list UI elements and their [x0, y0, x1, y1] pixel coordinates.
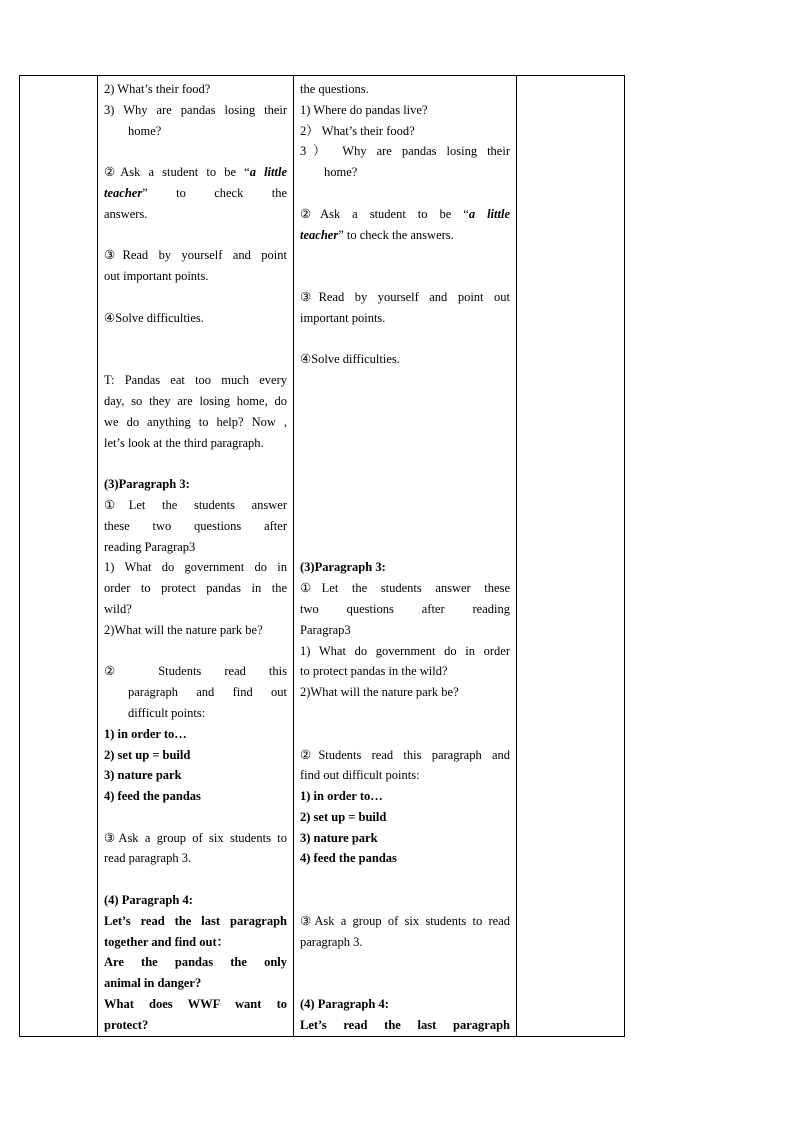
- text-line: these two questions after: [104, 518, 287, 533]
- text-line: ② Students read this: [104, 664, 287, 679]
- text-line: 2)What will the nature park be?: [104, 622, 263, 637]
- text-line: [300, 225, 510, 246]
- text-line: [300, 204, 510, 225]
- text-line: 1) Where do pandas live?: [300, 102, 428, 117]
- student-activity-cell: [294, 76, 517, 1037]
- text-line: ③Read by yourself and point: [104, 248, 287, 263]
- difficult-point: 3) nature park: [104, 768, 182, 783]
- text-line: protect?: [104, 1017, 149, 1032]
- text-line: home?: [324, 165, 358, 180]
- text-line: animal in danger?: [104, 976, 202, 991]
- text-span: ” to check the answers.: [338, 227, 454, 242]
- section-heading: (3)Paragraph 3:: [300, 560, 386, 575]
- text-line: to protect pandas in the wild?: [300, 664, 448, 679]
- difficult-point: 1) in order to…: [300, 789, 383, 804]
- text-line: let’s look at the third paragraph.: [104, 435, 264, 450]
- text-line: ③Ask a group of six students to: [104, 830, 287, 845]
- text-line: ②Students read this paragraph and: [300, 747, 510, 762]
- text-line: difficult points:: [128, 705, 206, 720]
- text-line: 3） Why are pandas losing their: [300, 144, 510, 159]
- text-line: ④Solve difficulties.: [104, 310, 204, 325]
- text-line: paragraph 3.: [300, 934, 363, 949]
- text-line: read paragraph 3.: [104, 851, 192, 866]
- emphasis-text: teacher: [104, 185, 143, 200]
- text-line: home?: [128, 123, 162, 138]
- text-span: ②Ask a student to be “: [300, 206, 469, 221]
- text-line: the questions.: [300, 82, 369, 96]
- text-line: two questions after reading: [300, 601, 510, 616]
- text-span: ②Ask a student to be “: [104, 165, 250, 180]
- text-line: reading Paragrap3: [104, 539, 196, 554]
- text-line: 1) What do government do in order: [300, 643, 510, 658]
- text-line: 2） What’s their food?: [300, 123, 415, 138]
- text-line: Paragrap3: [300, 622, 351, 637]
- text-line: ④Solve difficulties.: [300, 352, 400, 367]
- text-line: T: Pandas eat too much every: [104, 373, 287, 388]
- text-line: 2)What will the nature park be?: [300, 685, 459, 700]
- text-line: paragraph and find out: [128, 685, 287, 700]
- text-line: wild?: [104, 601, 132, 616]
- text-line: day, so they are losing home, do: [104, 393, 287, 408]
- text-line: ①Let the students answer: [104, 497, 287, 512]
- text-line: order to protect pandas in the: [104, 581, 287, 596]
- difficult-point: 2) set up = build: [300, 809, 387, 824]
- text-line: answers.: [104, 206, 148, 221]
- text-line: What does WWF want to: [104, 997, 287, 1012]
- difficult-point: 4) feed the pandas: [104, 789, 201, 804]
- text-line: [104, 183, 287, 204]
- text-line: together and find out：: [104, 934, 230, 949]
- text-line: Let’s read the last paragraph: [300, 1017, 510, 1032]
- text-line: we do anything to help? Now ,: [104, 414, 287, 429]
- section-heading: (4) Paragraph 4:: [104, 893, 193, 908]
- text-line: out important points.: [104, 269, 209, 284]
- notes-column-cell: [517, 76, 625, 1037]
- text-line: ③Ask a group of six students to read: [300, 913, 510, 928]
- teacher-activity-cell: [98, 76, 294, 1037]
- emphasis-text: teacher: [300, 227, 339, 242]
- text-span: ” to check the: [142, 185, 287, 200]
- emphasis-text: a little: [468, 206, 510, 221]
- difficult-point: 3) nature park: [300, 830, 378, 845]
- emphasis-text: a little: [249, 165, 287, 180]
- section-heading: (3)Paragraph 3:: [104, 477, 190, 492]
- text-line: 3) Why are pandas losing their: [104, 102, 287, 117]
- table-row: [20, 76, 625, 1037]
- text-line: find out difficult points:: [300, 768, 420, 783]
- text-line: ①Let the students answer these: [300, 581, 510, 596]
- text-line: important points.: [300, 310, 386, 325]
- difficult-point: 1) in order to…: [104, 726, 187, 741]
- difficult-point: 2) set up = build: [104, 747, 191, 762]
- text-line: Let’s read the last paragraph: [104, 913, 287, 928]
- text-line: [104, 162, 287, 183]
- stage-column-cell: [20, 76, 98, 1037]
- section-heading: (4) Paragraph 4:: [300, 997, 389, 1012]
- lesson-plan-table: [19, 75, 625, 1037]
- text-line: 2) What’s their food?: [104, 82, 211, 96]
- text-line: ③Read by yourself and point out: [300, 289, 510, 304]
- text-line: 1) What do government do in: [104, 560, 287, 575]
- text-line: Are the pandas the only: [104, 955, 287, 970]
- difficult-point: 4) feed the pandas: [300, 851, 397, 866]
